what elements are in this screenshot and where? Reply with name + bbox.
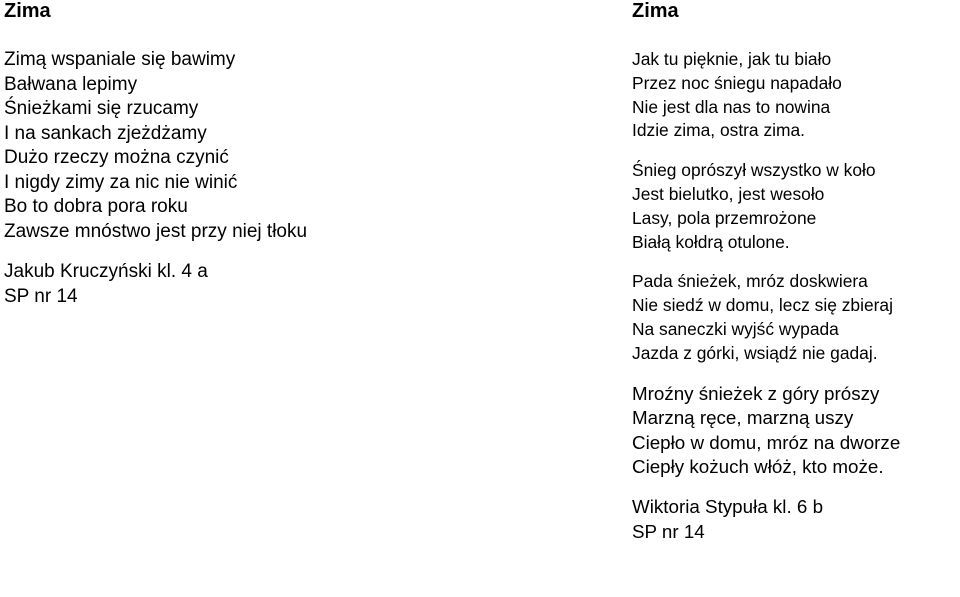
school-name: SP nr 14 <box>632 520 705 542</box>
poem-line: Zawsze mnóstwo jest przy niej tłoku <box>4 220 308 242</box>
poem-line: Jak tu pięknie, jak tu biało <box>632 49 832 69</box>
poem-line: Bałwana lepimy <box>4 73 138 95</box>
right-poem-stanza-4 <box>632 382 957 480</box>
author-name: Wiktoria Stypuła kl. 6 b <box>632 495 824 517</box>
right-poem-author-block <box>632 495 957 544</box>
poem-line: Jest bielutko, jest wesoło <box>632 183 825 204</box>
poem-line: Pada śnieżek, mróz doskwiera <box>632 271 868 292</box>
poem-line: Dużo rzeczy można czynić <box>4 147 229 168</box>
poem-line: Marzną ręce, marzną uszy <box>632 407 854 429</box>
right-poem-stanza-1 <box>632 48 957 143</box>
poem-line: Śnieg oprószył wszystko w koło <box>632 160 876 181</box>
poem-line: Przez noc śniegu napadało <box>632 72 842 93</box>
right-poem-stanza-2 <box>632 159 957 254</box>
right-poem <box>632 0 957 544</box>
left-poem-title: Zima <box>4 0 51 22</box>
right-poem-stanza-3 <box>632 270 957 365</box>
poem-line: Białą kołdrą otulone. <box>632 231 790 252</box>
poem-line: Śnieżkami się rzucamy <box>4 98 199 119</box>
author-name: Jakub Kruczyński kl. 4 a <box>4 261 208 282</box>
poem-line: I na sankach zjeżdżamy <box>4 122 207 144</box>
poem-line: Zimą wspaniale się bawimy <box>4 49 236 70</box>
school-name: SP nr 14 <box>4 285 78 307</box>
left-poem-author-block <box>4 260 604 309</box>
left-poem <box>4 0 604 309</box>
poem-line: Ciepły kożuch włóż, kto może. <box>632 456 884 478</box>
poem-line: Ciepło w domu, mróz na dworze <box>632 431 901 453</box>
poem-line: Bo to dobra pora roku <box>4 196 188 217</box>
poem-line: Mroźny śnieżek z góry prószy <box>632 382 880 404</box>
poem-line: I nigdy zimy za nic nie winić <box>4 171 238 193</box>
poem-line: Na saneczki wyjść wypada <box>632 318 839 339</box>
poem-line: Jazda z górki, wsiądź nie gadaj. <box>632 342 878 363</box>
poem-line: Nie siedź w domu, lecz się zbieraj <box>632 295 893 316</box>
poem-line: Idzie zima, ostra zima. <box>632 120 805 141</box>
left-poem-stanza <box>4 48 604 244</box>
poem-line: Lasy, pola przemrożone <box>632 207 817 228</box>
right-poem-title: Zima <box>632 0 679 22</box>
poem-line: Nie jest dla nas to nowina <box>632 96 831 117</box>
